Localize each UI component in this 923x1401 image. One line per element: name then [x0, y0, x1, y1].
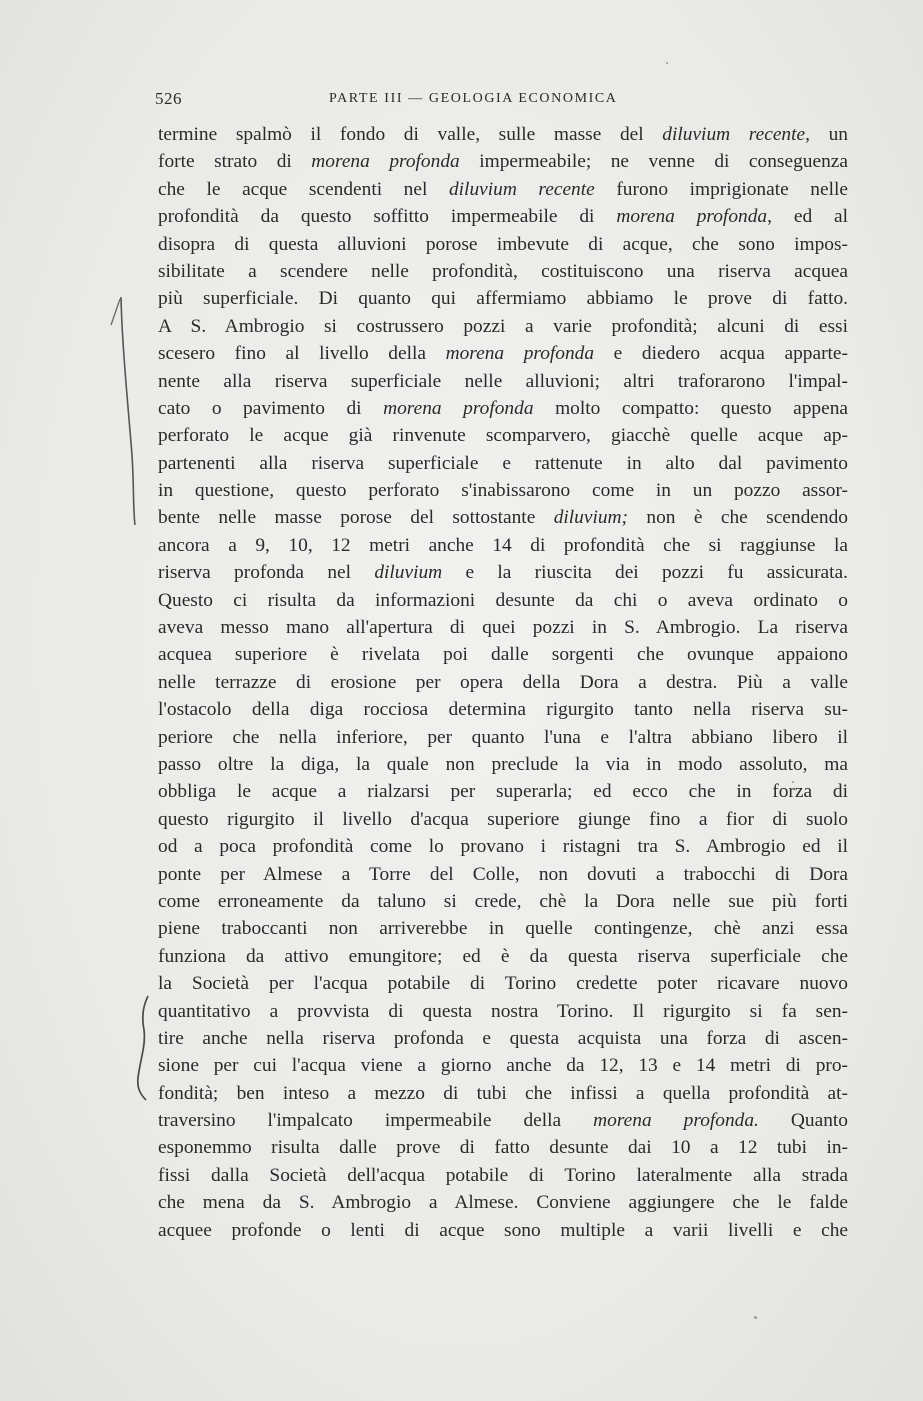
text-line — [158, 450, 848, 477]
running-head — [155, 89, 845, 113]
text-line — [158, 1025, 848, 1052]
text-run: , ed al — [767, 206, 849, 228]
text-run: e diedero acqua apparte- — [594, 343, 848, 365]
italic-term: morena profonda — [616, 206, 768, 228]
text-run: traversino l'impalcato impermeabile della — [158, 1110, 594, 1132]
text-line — [158, 203, 848, 230]
text-line — [158, 176, 848, 203]
text-line — [158, 368, 848, 395]
text-run: forte strato di — [158, 151, 312, 173]
text-run: Quanto — [758, 1110, 849, 1132]
text-run: periore che nella inferiore, per quanto l'una e l'altra abbiano libero il — [158, 726, 848, 748]
text-run: acquee profonde o lenti di acque sono multiple a varii livelli e che — [158, 1219, 848, 1241]
text-line — [158, 285, 848, 312]
text-run: scesero fino al livello della — [158, 343, 446, 365]
text-line — [158, 477, 848, 504]
text-run: perforato le acque già rinvenute scomparvero, giacchè quelle acque ap- — [158, 425, 848, 447]
text-run: più superficiale. Di quanto qui affermiamo abbiamo le prove di fatto. — [158, 288, 848, 310]
text-run: e la riuscita dei pozzi fu assicurata. — [442, 562, 848, 584]
text-run: partenenti alla riserva superficiale e rattenute in alto dal pavimento — [158, 452, 848, 474]
text-run: profondità da questo soffitto impermeabile di — [158, 206, 617, 228]
text-run: obbliga le acque a rialzarsi per superarla; ed ecco che in forza di — [158, 781, 848, 803]
text-run: Questo ci risulta da informazioni desunte da chi o aveva ordinato o — [158, 589, 848, 611]
text-run: cato o pavimento di — [158, 397, 384, 419]
paper-speck — [754, 1316, 757, 1319]
text-run: che le acque scendenti nel — [158, 178, 449, 200]
text-line — [158, 806, 848, 833]
text-line — [158, 1217, 848, 1244]
italic-term: diluvium; — [553, 507, 629, 529]
text-run: in questione, questo perforato s'inabissarono come in un pozzo assor- — [158, 480, 848, 502]
text-run: nelle terrazze di erosione per opera della Dora a destra. Più a valle — [158, 671, 848, 693]
text-line — [158, 861, 848, 888]
text-run: sione per cui l'acqua viene a giorno anche da 12, 13 e 14 metri di pro- — [158, 1055, 848, 1077]
italic-term: morena profonda — [383, 397, 534, 419]
page-number: 526 — [155, 89, 182, 108]
text-line — [158, 422, 848, 449]
text-line — [158, 888, 848, 915]
text-run: ancora a 9, 10, 12 metri anche 14 di profondità che si raggiunse la — [158, 534, 848, 556]
text-run: la Società per l'acqua potabile di Torino credette poter ricavare nuovo — [158, 973, 848, 995]
text-line — [158, 258, 848, 285]
text-line — [158, 833, 848, 860]
text-line — [158, 231, 848, 258]
text-line — [158, 943, 848, 970]
text-run: disopra di questa alluvioni porose imbevute di acque, che sono impos- — [158, 233, 848, 255]
text-run: esponemmo risulta dalle prove di fatto desunte dai 10 a 12 tubi in- — [158, 1137, 848, 1159]
text-line — [158, 696, 848, 723]
text-run: A S. Ambrogio si costrussero pozzi a varie profondità; alcuni di essi — [158, 315, 848, 337]
italic-term: diluvium recente — [662, 124, 806, 145]
text-run: funziona da attivo emungitore; ed è da questa riserva superficiale che — [158, 945, 848, 967]
text-line — [158, 998, 848, 1025]
text-run: sibilitate a scendere nelle profondità, costituiscono una riserva acquea — [158, 260, 848, 282]
text-line — [158, 778, 848, 805]
text-line — [158, 340, 848, 367]
text-line — [158, 148, 848, 175]
text-line — [158, 532, 848, 559]
text-run: l'ostacolo della diga rocciosa determina rigurgito tanto nella riserva su- — [158, 699, 848, 721]
body-text — [158, 121, 848, 1244]
italic-term: morena profonda — [445, 343, 595, 365]
text-run: passo oltre la diga, la quale non preclude la via in modo assoluto, ma — [158, 753, 848, 775]
section-title: PARTE III — GEOLOGIA ECONOMICA — [329, 91, 618, 106]
text-line — [158, 1162, 848, 1189]
text-run: riserva profonda nel — [158, 562, 375, 584]
text-run: , un — [805, 124, 848, 145]
text-line — [158, 313, 848, 340]
text-line — [158, 724, 848, 751]
text-run: bente nelle masse porose del sottostante — [158, 507, 554, 529]
text-run: fondità; ben inteso a mezzo di tubi che infissi a quella profondità at- — [158, 1082, 848, 1104]
text-run: quantitativo a provvista di questa nostra Torino. Il rigurgito si fa sen- — [158, 1000, 848, 1022]
text-run: che mena da S. Ambrogio a Almese. Conviene aggiungere che le falde — [158, 1192, 848, 1214]
text-run: nente alla riserva superficiale nelle alluvioni; altri traforarono l'impal- — [158, 370, 848, 392]
text-line — [158, 669, 848, 696]
text-run: termine spalmò il fondo di valle, sulle masse del — [158, 124, 663, 145]
text-run: ponte per Almese a Torre del Colle, non dovuti a trabocchi di Dora — [158, 863, 848, 885]
text-line — [158, 587, 848, 614]
text-run: questo rigurgito il livello d'acqua superiore giunge fino a fior di suolo — [158, 808, 848, 830]
text-line — [158, 970, 848, 997]
text-line — [158, 395, 848, 422]
text-line — [158, 1134, 848, 1161]
text-run: fissi dalla Società dell'acqua potabile di Torino lateralmente alla strada — [158, 1164, 848, 1186]
text-line — [158, 1107, 848, 1134]
text-line — [158, 614, 848, 641]
text-line — [158, 1052, 848, 1079]
text-run: impermeabile; ne venne di conseguenza — [459, 151, 848, 173]
text-run: aveva messo mano all'apertura di quei pozzi in S. Ambrogio. La riserva — [158, 617, 848, 639]
margin-pencil-mark-upper — [108, 285, 148, 535]
text-run: piene traboccanti non arriverebbe in quelle contingenze, chè anzi essa — [158, 918, 848, 940]
text-run: molto compatto: questo appena — [533, 397, 848, 419]
paper-speck — [666, 62, 668, 64]
italic-term: diluvium recente — [448, 178, 595, 200]
text-run: furono imprigionate nelle — [594, 178, 848, 200]
text-line — [158, 1080, 848, 1107]
text-line — [158, 751, 848, 778]
text-line — [158, 1189, 848, 1216]
italic-term: morena profonda — [311, 151, 460, 173]
text-run: non è che scendendo — [628, 507, 848, 529]
text-run: od a poca profondità come lo provano i ristagni tra S. Ambrogio ed il — [158, 836, 848, 858]
text-run: acquea superiore è rivelata poi dalle sorgenti che ovunque appaiono — [158, 644, 848, 666]
italic-term: diluvium — [374, 562, 443, 584]
italic-term: morena profonda. — [593, 1110, 759, 1132]
text-run: tire anche nella riserva profonda e questa acquista una forza di ascen- — [158, 1027, 848, 1049]
text-run: come erroneamente da taluno si crede, chè la Dora nelle sue più forti — [158, 890, 848, 912]
text-line — [158, 559, 848, 586]
text-line — [158, 121, 848, 148]
text-line — [158, 915, 848, 942]
text-line — [158, 504, 848, 531]
text-line — [158, 641, 848, 668]
